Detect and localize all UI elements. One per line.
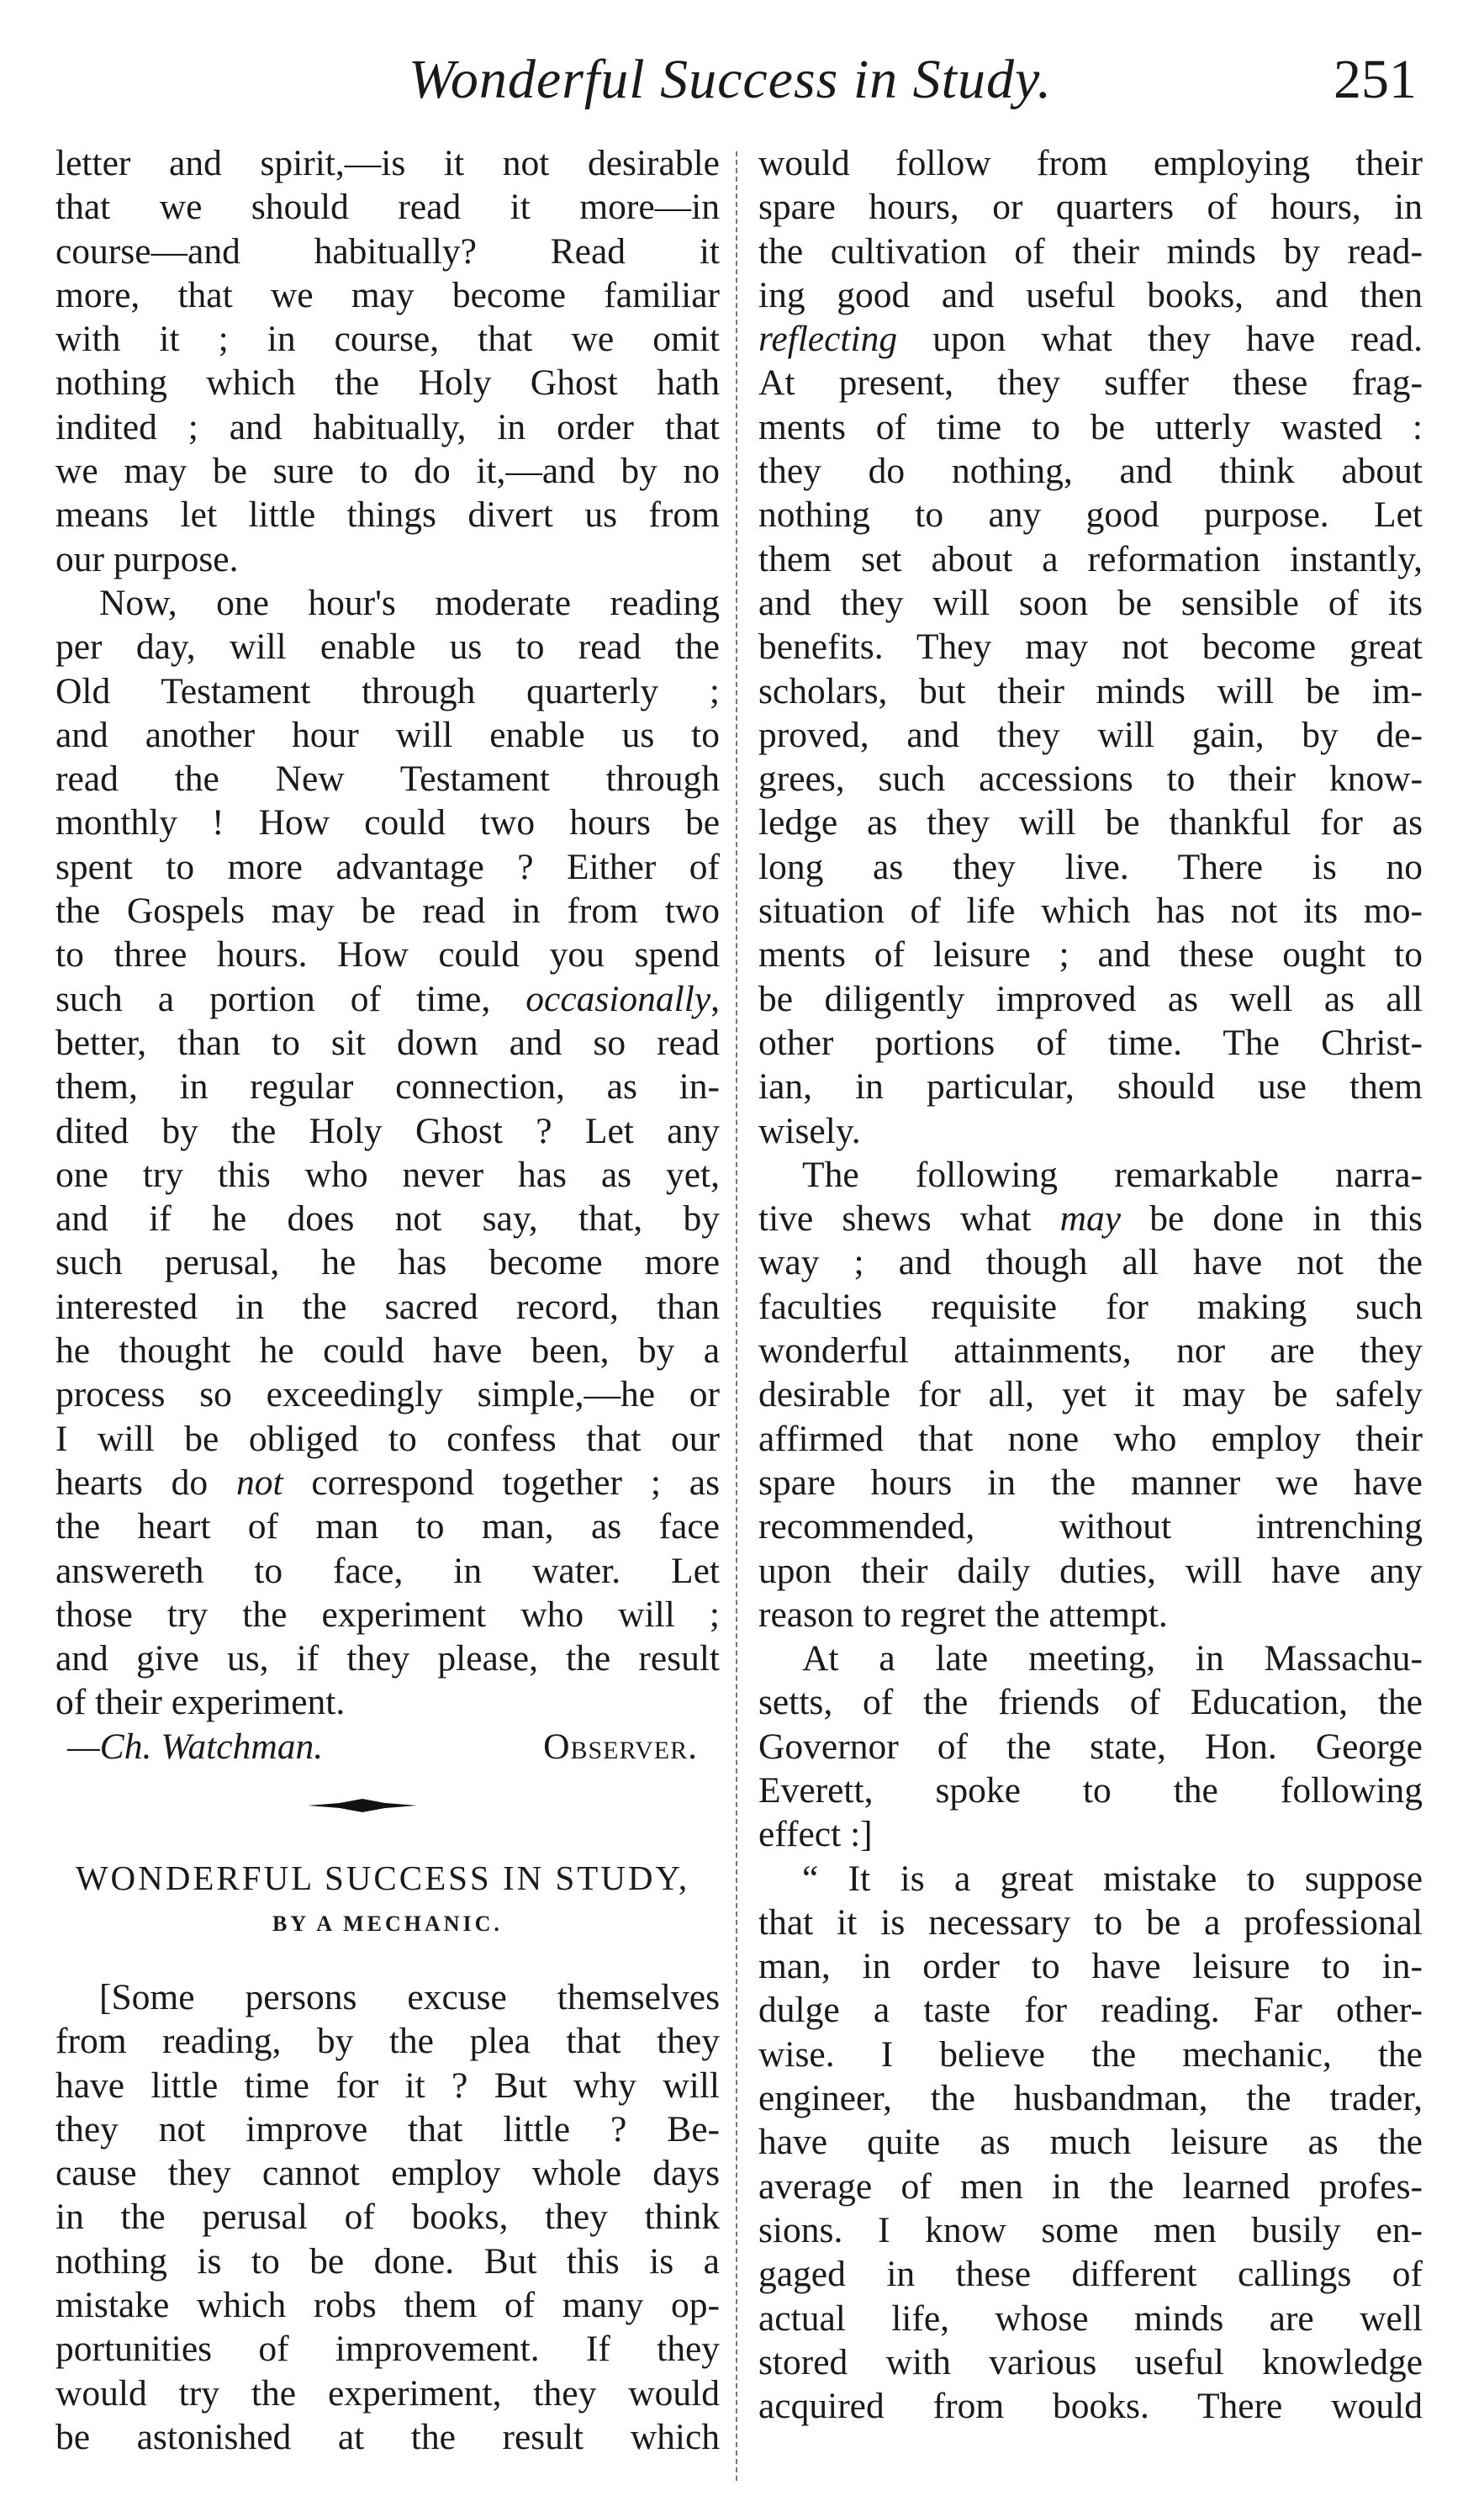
text-line: cause they cannot employ whole days [55, 2153, 720, 2194]
text-line: ledge as they will be thankful for as [758, 802, 1423, 843]
italic-word: may [1059, 1198, 1122, 1240]
text-line: effect :] [758, 1814, 873, 1855]
text-line: At a late meeting, in Massachu- [802, 1638, 1423, 1679]
text-line: upon their daily duties, will have any [758, 1550, 1423, 1591]
text-line: monthly ! How could two hours be [55, 802, 720, 843]
text-line: The following remarkable narra- [802, 1154, 1423, 1195]
left-column [55, 141, 720, 2459]
text-run: such a portion of time, [55, 978, 526, 1019]
text-line: scholars, but their minds will be im- [758, 670, 1423, 711]
text-line: have little time for it ? But why will [55, 2065, 720, 2106]
text-line: affirmed that none who employ their [758, 1418, 1423, 1459]
text-line: wise. I believe the mechanic, the [758, 2033, 1423, 2075]
text-line: mistake which robs them of many op- [55, 2285, 720, 2326]
text-line: spare hours in the manner we have [758, 1462, 1423, 1503]
text-line: proved, and they will gain, by de- [758, 714, 1423, 755]
italic-word: not [236, 1462, 283, 1503]
text-line [758, 1197, 1423, 1240]
ornament-rule-icon [308, 1797, 417, 1814]
text-run: tive shews what [758, 1198, 1060, 1240]
text-line: spent to more advantage ? Either of [55, 846, 720, 887]
text-line: to three hours. How could you spend [55, 934, 720, 976]
text-line: read the New Testament through [55, 759, 720, 800]
signature-author: Observer. [543, 1726, 698, 1767]
column-divider [736, 151, 737, 2481]
text-line: reason to regret the attempt. [758, 1594, 1168, 1635]
text-line: nothing is to be done. But this is a [55, 2240, 720, 2282]
text-line: them set about a reformation instantly, [758, 538, 1423, 579]
text-line: ments of leisure ; and these ought to [758, 934, 1423, 976]
text-line: better, than to sit down and so read [55, 1022, 720, 1063]
text-line: and give us, if they please, the result [55, 1638, 720, 1679]
text-line: desirable for all, yet it may be safely [758, 1374, 1423, 1415]
text-line: they do nothing, and think about [758, 451, 1423, 492]
text-line: of their experiment. [55, 1682, 346, 1723]
text-line: be diligently improved as well as all [758, 978, 1423, 1019]
text-line: recommended, without intrenching [758, 1506, 1423, 1547]
running-title: Wonderful Success in Study. [409, 49, 1053, 110]
text-line: Governor of the state, Hon. George [758, 1726, 1423, 1767]
text-line: man, in order to have leisure to in- [758, 1946, 1423, 1987]
text-line: stored with various useful knowledge [758, 2341, 1423, 2382]
text-line: ing good and useful books, and then [758, 274, 1423, 315]
text-line: Now, one hour's moderate reading [99, 582, 720, 623]
text-line: ments of time to be utterly wasted : [758, 406, 1423, 447]
text-run: upon what they have read. [897, 319, 1423, 360]
text-line: means let little things divert us from [55, 494, 720, 536]
text-line: answereth to face, in water. Let [55, 1550, 720, 1591]
paragraph-narrative-intro [758, 1153, 1423, 1636]
article-byline: BY A MECHANIC. [272, 1911, 503, 1936]
text-line: in the perusal of books, they think [55, 2197, 720, 2238]
text-line: more, that we may become familiar [55, 274, 720, 315]
text-line: engineer, the husbandman, the trader, [758, 2078, 1423, 2119]
italic-word: reflecting [758, 319, 898, 360]
article-heading: WONDERFUL SUCCESS IN STUDY, [75, 1858, 690, 1897]
text-line: from reading, by the plea that they [55, 2021, 720, 2062]
text-line: indited ; and habitually, in order that [55, 406, 720, 447]
text-line: setts, of the friends of Education, the [758, 1682, 1423, 1723]
text-line: long as they live. There is no [758, 846, 1423, 887]
italic-word: occasionally [525, 978, 711, 1019]
text-line: nothing to any good purpose. Let [758, 494, 1423, 536]
signature-line [55, 1725, 720, 1769]
text-line: Everett, spoke to the following [758, 1769, 1423, 1811]
text-line: gaged in these different callings of [758, 2254, 1423, 2295]
text-line: have quite as much leisure as the [758, 2122, 1423, 2163]
text-line: way ; and though all have not the [758, 1242, 1423, 1283]
text-line: situation of life which has not its mo- [758, 891, 1423, 932]
text-run: , [710, 978, 720, 1019]
text-line: Old Testament through quarterly ; [55, 670, 720, 711]
text-line: our purpose. [55, 538, 239, 579]
paragraph-reading-hours [55, 581, 720, 1725]
text-line: wisely. [758, 1110, 861, 1151]
text-line: he thought he could have been, by a [55, 1330, 720, 1372]
text-line: other portions of time. The Christ- [758, 1022, 1423, 1063]
text-line: [Some persons excuse themselves [99, 1976, 720, 2017]
text-line: that we should read it more—in [55, 187, 720, 228]
signature-source: —Ch. Watchman. [67, 1726, 324, 1767]
text-line: we may be sure to do it,—and by no [55, 451, 720, 492]
text-line: would try the experiment, they would [55, 2372, 720, 2414]
text-line: sions. I know some men busily en- [758, 2209, 1423, 2250]
paragraph-meeting [758, 1636, 1423, 1856]
text-line: and they will soon be sensible of its [758, 582, 1423, 623]
text-line: and another hour will enable us to [55, 714, 720, 755]
text-line: letter and spirit,—is it not desirable [55, 143, 720, 183]
text-line: dulge a taste for reading. Far other- [758, 1990, 1423, 2031]
text-run: correspond together ; as [283, 1462, 720, 1503]
text-line: such perusal, he has become more [55, 1242, 720, 1283]
text-line: course—and habitually? Read it [55, 230, 720, 272]
text-line: I will be obliged to confess that our [55, 1418, 720, 1459]
text-line: and if he does not say, that, by [55, 1198, 720, 1240]
text-line: grees, such accessions to their know- [758, 759, 1423, 800]
text-line: with it ; in course, that we omit [55, 319, 720, 360]
page-number: 251 [1333, 49, 1417, 110]
text-line: wonderful attainments, nor are they [758, 1330, 1423, 1372]
text-line: be astonished at the result which [55, 2416, 720, 2457]
text-line: interested in the sacred record, than [55, 1286, 720, 1327]
text-run: be done in this [1121, 1198, 1423, 1240]
text-line [758, 317, 1423, 361]
section-ornament [55, 1769, 720, 1853]
text-line: the cultivation of their minds by read- [758, 230, 1423, 272]
text-line: acquired from books. There would [758, 2386, 1423, 2427]
paragraph-bible-reading [55, 141, 720, 581]
paragraph-intro [55, 1975, 720, 2459]
text-line: average of men in the learned profes- [758, 2165, 1423, 2207]
text-line: process so exceedingly simple,—he or [55, 1374, 720, 1415]
paragraph-speech [758, 1857, 1423, 2429]
text-line: that it is necessary to be a professional [758, 1901, 1423, 1943]
text-line: per day, will enable us to read the [55, 627, 720, 668]
text-line: they not improve that little ? Be- [55, 2108, 720, 2149]
text-run: hearts do [55, 1462, 237, 1503]
text-line: them, in regular connection, as in- [55, 1066, 720, 1108]
text-line: ian, in particular, should use them [758, 1066, 1423, 1108]
text-line: would follow from employing their [758, 143, 1423, 183]
text-line: At present, they suffer these frag- [758, 362, 1423, 404]
text-line: faculties requisite for making such [758, 1286, 1423, 1327]
text-line: portunities of improvement. If they [55, 2329, 720, 2370]
text-line: spare hours, or quarters of hours, in [758, 187, 1423, 228]
text-line: those try the experiment who will ; [55, 1594, 720, 1635]
text-line [55, 977, 720, 1021]
text-line: the heart of man to man, as face [55, 1506, 720, 1547]
text-line: one try this who never has as yet, [55, 1154, 720, 1195]
text-line: nothing which the Holy Ghost hath [55, 362, 720, 404]
text-line: dited by the Holy Ghost ? Let any [55, 1110, 720, 1151]
text-line: benefits. They may not become great [758, 627, 1423, 668]
right-column [758, 141, 1423, 2428]
text-line: “ It is a great mistake to suppose [802, 1858, 1423, 1899]
paragraph-intro-continued [758, 141, 1423, 1153]
text-line: the Gospels may be read in from two [55, 891, 720, 932]
text-line [55, 1461, 720, 1504]
text-line: actual life, whose minds are well [758, 2297, 1423, 2339]
